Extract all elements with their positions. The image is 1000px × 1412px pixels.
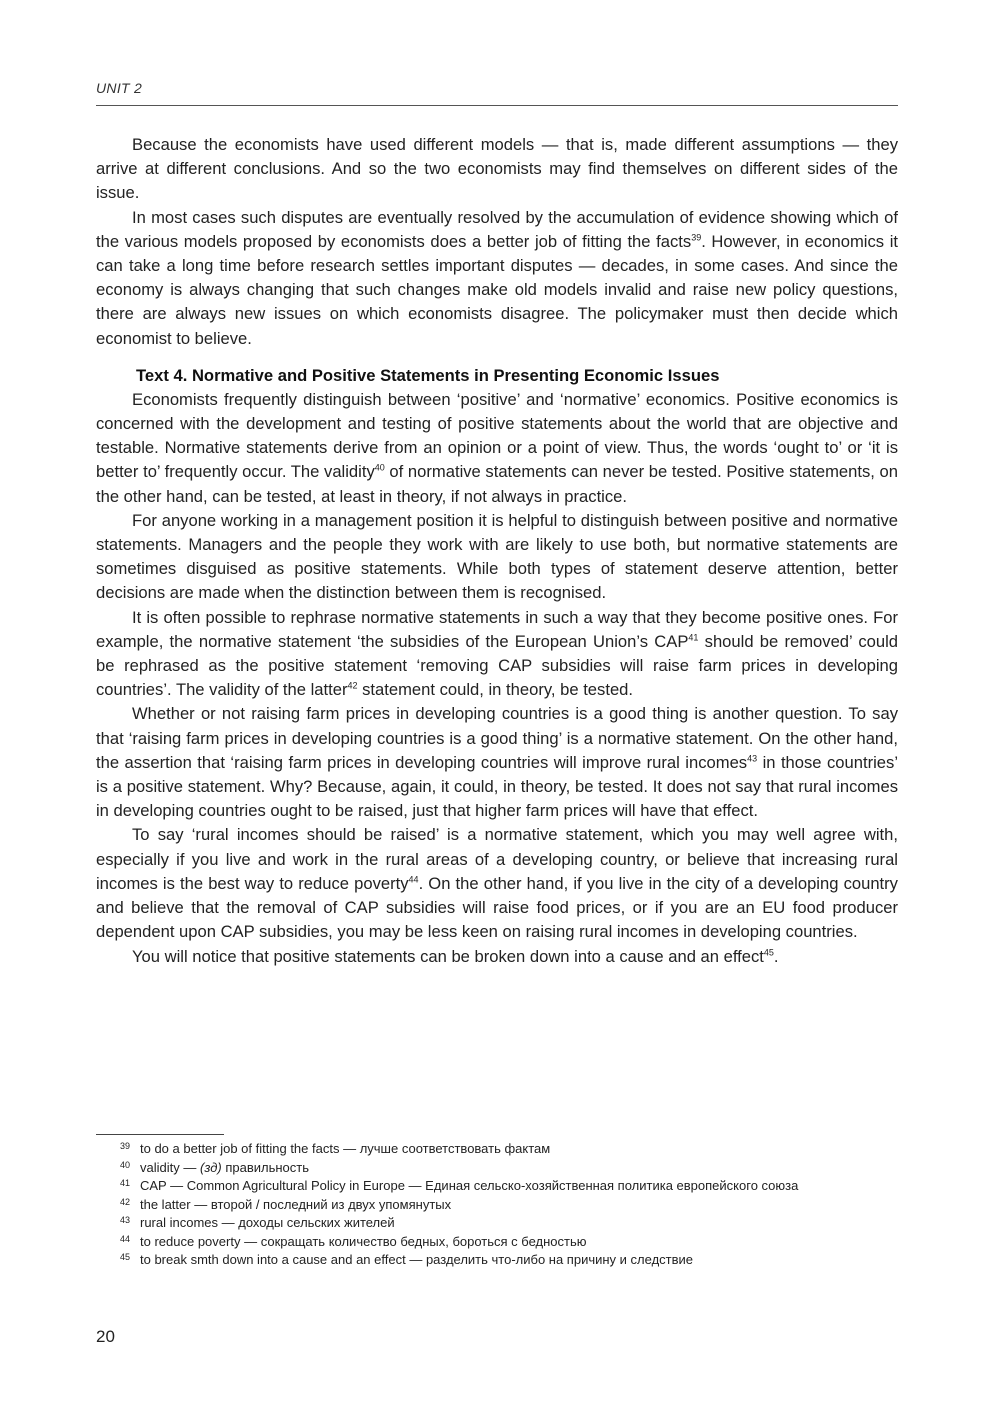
footnote-ref[interactable]: 45 (763, 946, 774, 957)
footnote-43: 43 rural incomes — доходы сельских жителей (120, 1215, 395, 1230)
footnote-ref[interactable]: 41 (688, 632, 699, 643)
paragraph: Because the economists have used different models — that is, made different assumptions — they arrive at different conclusions. And so the two economists may find themselves on different sides of the issue. (96, 135, 898, 203)
paragraph: Economists frequently distinguish between ‘positive’ and ‘normative’ economics. Positive economics is concerned with the development and testing of positive statements about the world that are objective and testable. Normative statements derive from an opinion or a point of view. Thus, the words ‘ought to’ or ‘it is better to’ frequently occur. The validity$^{40}$ of normative statements can never be tested. Positive statements, on the other hand, can be tested, at least in theory, if not always in practice. (96, 389, 899, 506)
footnote-ref[interactable]: 40 (374, 462, 385, 473)
footnote-ref[interactable]: 44 (408, 874, 419, 885)
footnotes (96, 1140, 898, 1270)
section-title: Text 4. Normative and Positive Statements in Presenting Economic Issues (136, 365, 720, 385)
paragraph: Whether or not raising farm prices in developing countries is a good thing is another question. To say that ‘raising farm prices in developing countries is a good thing’ is a normative statement. On the other hand, the assertion that ‘raising farm prices in developing countries will improve rural incomes$^{43}$ in those countries’ is a positive statement. Why? Because, again, it could, in theory, be tested. It does not say that rural incomes in developing countries ought to be raised, just that higher farm prices will have that effect. (96, 704, 899, 821)
paragraph: You will notice that positive statements can be broken down into a cause and an effect$^{45}$. (132, 946, 779, 966)
paragraph: It is often possible to rephrase normative statements in such a way that they become positive ones. For example, the normative statement ‘the subsidies of the European Union’s CAP$^{41}$ should be removed’ could be rephrased as the positive statement ‘removing CAP subsidies will raise farm prices in developing countries’. The validity of the latter$^{42}$ statement could, in theory, be tested. (96, 607, 899, 700)
page-number: 20 (96, 1327, 115, 1346)
footnote-44: 44 to reduce poverty — сокращать количество бедных, бороться с бедностью (120, 1233, 587, 1249)
paragraph: In most cases such disputes are eventually resolved by the accumulation of evidence showing which of the various models proposed by economists does a better job of fitting the facts$^{39}$. However, in economics it can take a long time before research settles important disputes — decades, in some cases. And since the economy is always changing that such changes make old models invalid and raise new policy questions, there are always new issues on which economists disagree. The policymaker must then decide which economist to believe. (96, 207, 898, 348)
footnote-ref[interactable]: 39 (691, 232, 702, 243)
main-text (96, 133, 898, 969)
footnote-40: 40 validity — (зд) правильность (120, 1159, 310, 1175)
paragraph: For anyone working in a management position it is helpful to distinguish between positive and normative statements. Managers and the people they work with are likely to use both, but normative statements are sometimes disguised as positive statements. While both types of statement deserve attention, better decisions are made when the distinction between them is recognised. (96, 510, 898, 603)
footnote-41: 41 CAP — Common Agricultural Policy in Europe — Единая сельско-хозяйственная политика европейского союза (120, 1178, 799, 1193)
running-head: UNIT 2 (96, 80, 143, 96)
footnote-ref[interactable]: 42 (347, 680, 358, 691)
footnote-42: 42 the latter — второй / последний из двух упомянутых (120, 1196, 452, 1212)
footnote-rule (96, 1134, 224, 1135)
header-rule (96, 105, 898, 106)
footnote-45: 45 to break smth down into a cause and an effect — разделить что-либо на причину и следствие (120, 1252, 694, 1267)
paragraph: To say ‘rural incomes should be raised’ is a normative statement, which you may well agree with, especially if you live and work in the rural areas of a developing country, or believe that increasing rural incomes is the best way to reduce poverty$^{44}$. On the other hand, if you live in the city of a developing country and believe that the removal of CAP subsidies will raise food prices, or if you are an EU food producer dependent upon CAP subsidies, you may be less keen on raising rural incomes in developing countries. (96, 825, 898, 942)
footnote-39: 39 to do a better job of fitting the facts — лучше соответствовать фактам (120, 1141, 551, 1156)
footnote-ref[interactable]: 43 (747, 753, 758, 764)
